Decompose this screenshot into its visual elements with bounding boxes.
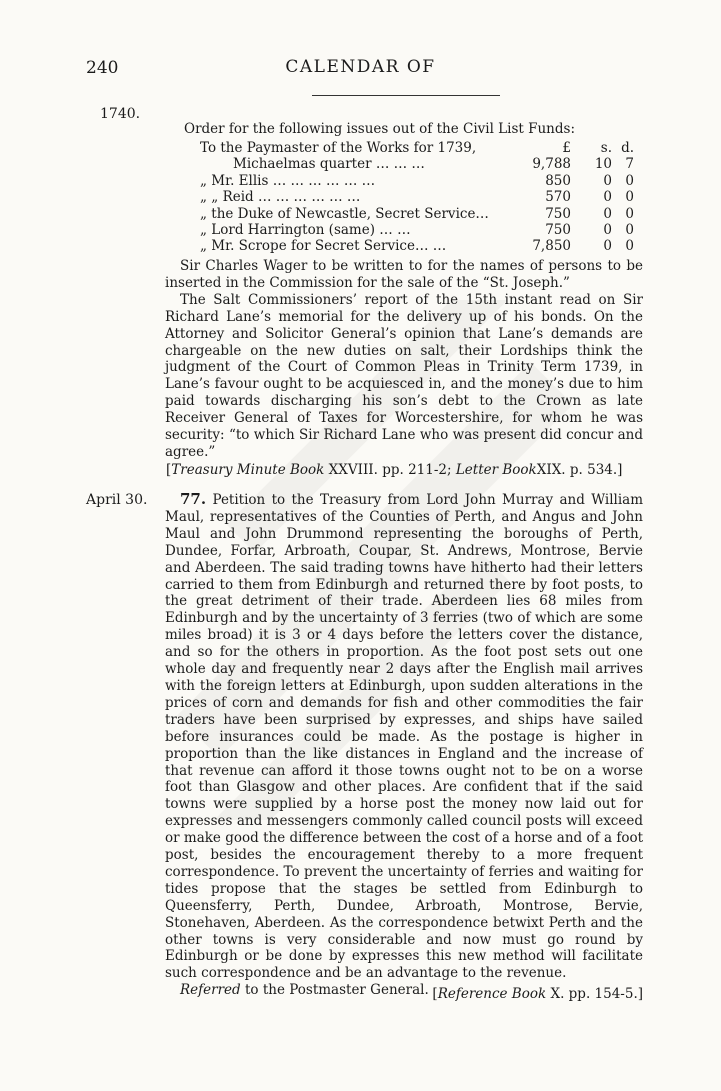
- order-intro: Order for the following issues out of the Civil List Funds:: [184, 121, 575, 137]
- citation-ref: X. pp. 154-5.]: [546, 986, 643, 1002]
- amount-pounds: 9,788: [532, 156, 571, 173]
- wager-paragraph: Sir Charles Wager to be written to for the names of persons to be inserted in the Commission for the sale of the “St. Joseph.”: [165, 258, 643, 291]
- entry-date-1740: 1740.: [100, 106, 141, 122]
- amount-pounds: 570: [545, 189, 571, 206]
- currency-header-shillings: s.: [600, 140, 612, 156]
- running-head: CALENDAR OF: [285, 57, 436, 77]
- citation-source-treasury-minute-book: Treasury Minute Book: [171, 462, 325, 478]
- amount-pence: 0: [625, 205, 634, 222]
- amount-pence: 7: [625, 156, 634, 173]
- payee-label: „ Mr. Ellis … … … … … …: [200, 172, 376, 189]
- amount-shillings: 0: [603, 172, 612, 189]
- amount-pounds: 7,850: [532, 238, 571, 255]
- amount-shillings: 0: [603, 205, 612, 222]
- amount-pence: 0: [625, 238, 634, 255]
- citation-entry-77: [432, 986, 643, 1002]
- currency-header-pence: d.: [621, 140, 634, 156]
- citation-ref-2: XIX. p. 534.]: [536, 462, 623, 478]
- page-number: 240: [86, 58, 119, 78]
- amount-shillings: 0: [603, 189, 612, 206]
- payee-label: „ Mr. Scrope for Secret Service… …: [200, 238, 447, 255]
- amount-shillings: 0: [603, 221, 612, 238]
- payee-label: „ the Duke of Newcastle, Secret Service…: [200, 205, 489, 222]
- payments-row: [165, 222, 643, 238]
- amount-pence: 0: [625, 189, 634, 206]
- amount-shillings: 0: [603, 238, 612, 255]
- payee-label: Michaelmas quarter … … …: [233, 156, 425, 173]
- item-number: 77.: [180, 490, 207, 508]
- amount-pence: 0: [625, 221, 634, 238]
- citation-ref-1: XXVIII. pp. 211-2;: [324, 462, 456, 478]
- citation-source-reference-book: Reference Book: [437, 986, 547, 1002]
- payments-row: [165, 238, 643, 254]
- payments-row: [165, 156, 643, 172]
- petition-text: Petition to the Treasury from Lord John Murray and William Maul, representatives of the Counties of Perth, and Angus and John Maul and John Drummond representing the boroughs of Perth, Dundee, Forfar, Arbroath, Coupar, St. Andrews, Montrose, Bervie and Aberdeen. The said trading towns have hitherto had their letters carried to them from Edinburgh and returned there by foot posts, to the great detriment of their trade. Aberdeen lies 68 miles from Edinburgh and by the uncertainty of 3 ferries (two of which are some miles broad) it is 3 or 4 days before the letters cover the distance, and so for the others in proportion. As the foot post sets out one whole day and frequently near 2 days after the English mail arrives with the foreign letters at Edinburgh, upon sudden alterations in the prices of corn and demands for fish and other commodities the fair traders have been surprised by expresses, and ships have sailed before insurances could be made. As the postage is higher in proportion than the like distances in England and the increase of that revenue can afford it those towns ought not to be on a worse foot than Glasgow and other places. Are confident that if the said towns were supplied by a horse post the money now laid out for expresses and messengers commonly called council posts will exceed or make good the difference between the cost of a horse and of a foot post, besides the encouragement thereby to a more frequent correspondence. To prevent the uncertainty of ferries and waiting for tides propose that the stages be settled from Edinburgh to Queensferry, Perth, Dundee, Arbroath, Montrose, Bervie, Stonehaven, Aberdeen. As the correspondence betwixt Perth and the other towns is very considerable and now must go round by Edinburgh or be done by expresses this new method will facilitate such correspondence and be an advantage to the revenue.: [165, 492, 643, 982]
- referred-word: Referred: [180, 982, 241, 999]
- amount-pence: 0: [625, 172, 634, 189]
- payee-label: To the Paymaster of the Works for 1739,: [200, 140, 477, 156]
- petition-entry: [165, 491, 643, 999]
- amount-pounds: 850: [545, 172, 571, 189]
- amount-pounds: 750: [545, 221, 571, 238]
- referred-rest: to the Postmaster General.: [240, 982, 429, 999]
- citation-open-bracket: [: [166, 462, 172, 478]
- citation-source-letter-book: Letter Book: [455, 462, 537, 478]
- salt-commissioners-paragraph: The Salt Commissioners’ report of the 15th instant read on Sir Richard Lane’s memorial for the delivery up of his bonds. On the Attorney and Solicitor General’s opinion that Lane’s demands are chargeable on the new duties on salt, their Lordships think the judgment of the Court of Common Pleas in Trinity Term 1739, in Lane’s favour ought to be acquiesced in, and the money’s due to him paid towards discharging his son’s debt to the Crown as late Receiver General of Taxes for Worcestershire, for whom he was security: “to which Sir Richard Lane who was present did concur and agree.”: [165, 291, 643, 460]
- payments-table: [165, 140, 643, 255]
- citation-1740: [166, 462, 622, 478]
- amount-shillings: 10: [594, 156, 612, 173]
- amount-pounds: 750: [545, 205, 571, 222]
- currency-header-pounds: £: [562, 140, 571, 156]
- payee-label: „ Lord Harrington (same) … …: [200, 221, 411, 238]
- payments-row: [165, 173, 643, 189]
- payee-label: „ „ Reid … … … … … …: [200, 189, 361, 206]
- payments-row: [165, 206, 643, 222]
- civil-list-order: [165, 121, 643, 138]
- wager-and-salt-text: [165, 258, 643, 461]
- petition-paragraph: [165, 491, 643, 982]
- payments-row: [165, 189, 643, 205]
- citation-open-bracket: [: [432, 986, 438, 1002]
- entry-date-april-30: April 30.: [86, 492, 148, 508]
- payments-row: [165, 140, 643, 156]
- header-rule: [312, 95, 500, 96]
